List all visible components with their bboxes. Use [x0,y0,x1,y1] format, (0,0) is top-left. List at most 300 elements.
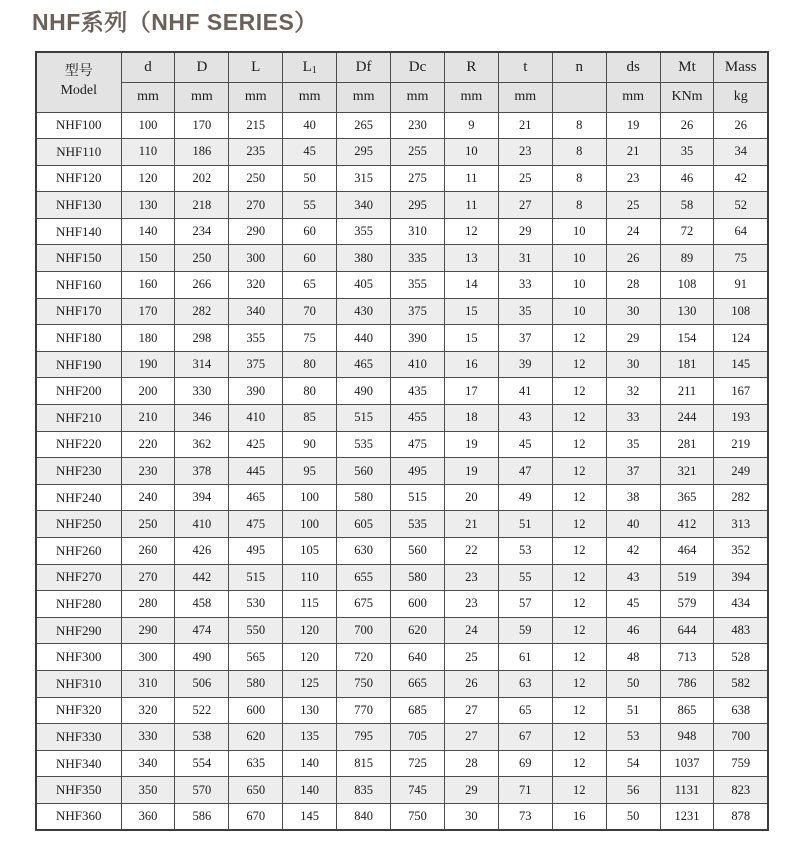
value-cell: 21 [606,139,660,166]
table-body [36,112,768,830]
value-cell: 725 [391,750,445,777]
unit-header-11: kg [714,82,768,112]
column-header-d: D [175,52,229,82]
value-cell: 665 [391,670,445,697]
value-cell: 130 [121,192,175,219]
value-cell: 570 [175,777,229,804]
value-cell: 60 [283,245,337,272]
value-cell: 586 [175,803,229,830]
model-cell: NHF120 [36,165,121,192]
value-cell: 193 [714,405,768,432]
value-cell: 29 [444,777,498,804]
value-cell: 10 [552,272,606,299]
value-cell: 515 [391,484,445,511]
value-cell: 28 [444,750,498,777]
value-cell: 550 [229,617,283,644]
value-cell: 80 [283,378,337,405]
value-cell: 26 [606,245,660,272]
value-cell: 32 [606,378,660,405]
value-cell: 130 [660,298,714,325]
value-cell: 26 [714,112,768,139]
column-header-df: Df [337,52,391,82]
value-cell: 464 [660,538,714,565]
value-cell: 390 [391,325,445,352]
value-cell: 16 [552,803,606,830]
value-cell: 266 [175,272,229,299]
value-cell: 12 [552,538,606,565]
value-cell: 8 [552,139,606,166]
value-cell: 1037 [660,750,714,777]
table-row [36,139,768,166]
model-cell: NHF330 [36,724,121,751]
value-cell: 375 [229,351,283,378]
value-cell: 120 [121,165,175,192]
value-cell: 23 [606,165,660,192]
value-cell: 786 [660,670,714,697]
value-cell: 506 [175,670,229,697]
table-row [36,272,768,299]
value-cell: 12 [552,378,606,405]
value-cell: 12 [552,431,606,458]
value-cell: 75 [283,325,337,352]
value-cell: 355 [229,325,283,352]
value-cell: 290 [121,617,175,644]
value-cell: 795 [337,724,391,751]
page-title: NHF系列（NHF SERIES） [32,9,318,35]
value-cell: 26 [660,112,714,139]
value-cell: 538 [175,724,229,751]
value-cell: 314 [175,351,229,378]
value-cell: 12 [552,325,606,352]
value-cell: 63 [498,670,552,697]
value-cell: 29 [498,218,552,245]
value-cell: 30 [606,298,660,325]
table-row [36,511,768,538]
value-cell: 70 [283,298,337,325]
value-cell: 10 [552,245,606,272]
value-cell: 405 [337,272,391,299]
value-cell: 219 [714,431,768,458]
value-cell: 210 [121,405,175,432]
model-cell: NHF250 [36,511,121,538]
table-row [36,351,768,378]
value-cell: 265 [337,112,391,139]
value-cell: 202 [175,165,229,192]
value-cell: 120 [283,644,337,671]
value-cell: 43 [606,564,660,591]
value-cell: 490 [175,644,229,671]
value-cell: 75 [714,245,768,272]
value-cell: 394 [714,564,768,591]
value-cell: 9 [444,112,498,139]
value-cell: 700 [714,724,768,751]
value-cell: 300 [121,644,175,671]
value-cell: 12 [552,458,606,485]
model-cell: NHF100 [36,112,121,139]
value-cell: 29 [606,325,660,352]
value-cell: 670 [229,803,283,830]
value-cell: 750 [337,670,391,697]
model-cell: NHF270 [36,564,121,591]
value-cell: 12 [552,777,606,804]
table-row [36,192,768,219]
value-cell: 23 [444,564,498,591]
value-cell: 1131 [660,777,714,804]
value-cell: 12 [552,351,606,378]
model-cell: NHF340 [36,750,121,777]
table-row [36,750,768,777]
unit-header-9: mm [606,82,660,112]
unit-header-8 [552,82,606,112]
table-row [36,724,768,751]
value-cell: 483 [714,617,768,644]
value-cell: 72 [660,218,714,245]
value-cell: 73 [498,803,552,830]
value-cell: 310 [391,218,445,245]
value-cell: 69 [498,750,552,777]
value-cell: 12 [552,591,606,618]
value-cell: 445 [229,458,283,485]
column-header-d: d [121,52,175,82]
value-cell: 234 [175,218,229,245]
value-cell: 465 [229,484,283,511]
value-cell: 35 [606,431,660,458]
value-cell: 27 [498,192,552,219]
value-cell: 170 [175,112,229,139]
value-cell: 124 [714,325,768,352]
value-cell: 295 [337,139,391,166]
value-cell: 560 [337,458,391,485]
value-cell: 365 [660,484,714,511]
value-cell: 80 [283,351,337,378]
unit-header-0: mm [121,82,175,112]
value-cell: 27 [444,697,498,724]
value-cell: 11 [444,165,498,192]
value-cell: 360 [121,803,175,830]
column-header-r: R [444,52,498,82]
value-cell: 11 [444,192,498,219]
value-cell: 426 [175,538,229,565]
value-cell: 12 [552,405,606,432]
value-cell: 46 [660,165,714,192]
value-cell: 759 [714,750,768,777]
value-cell: 519 [660,564,714,591]
value-cell: 25 [606,192,660,219]
value-cell: 21 [444,511,498,538]
value-cell: 315 [337,165,391,192]
value-cell: 300 [229,245,283,272]
value-cell: 313 [714,511,768,538]
value-cell: 394 [175,484,229,511]
model-cell: NHF130 [36,192,121,219]
value-cell: 410 [229,405,283,432]
model-cell: NHF190 [36,351,121,378]
model-cell: NHF210 [36,405,121,432]
value-cell: 12 [552,750,606,777]
value-cell: 50 [606,670,660,697]
value-cell: 25 [498,165,552,192]
value-cell: 620 [229,724,283,751]
value-cell: 200 [121,378,175,405]
value-cell: 41 [498,378,552,405]
model-cell: NHF290 [36,617,121,644]
value-cell: 412 [660,511,714,538]
value-cell: 375 [391,298,445,325]
value-cell: 89 [660,245,714,272]
value-cell: 67 [498,724,552,751]
value-cell: 713 [660,644,714,671]
value-cell: 51 [606,697,660,724]
value-cell: 28 [606,272,660,299]
value-cell: 215 [229,112,283,139]
column-header-n: n [552,52,606,82]
value-cell: 282 [175,298,229,325]
value-cell: 218 [175,192,229,219]
value-cell: 53 [606,724,660,751]
value-cell: 535 [337,431,391,458]
value-cell: 24 [606,218,660,245]
value-cell: 298 [175,325,229,352]
table-row [36,644,768,671]
model-cell: NHF220 [36,431,121,458]
value-cell: 35 [660,139,714,166]
value-cell: 815 [337,750,391,777]
value-cell: 565 [229,644,283,671]
model-cell: NHF240 [36,484,121,511]
value-cell: 120 [283,617,337,644]
value-cell: 65 [498,697,552,724]
value-cell: 705 [391,724,445,751]
value-cell: 495 [391,458,445,485]
unit-header-1: mm [175,82,229,112]
value-cell: 600 [229,697,283,724]
value-cell: 65 [283,272,337,299]
value-cell: 167 [714,378,768,405]
value-cell: 745 [391,777,445,804]
value-cell: 474 [175,617,229,644]
table-row [36,591,768,618]
value-cell: 605 [337,511,391,538]
value-cell: 230 [121,458,175,485]
value-cell: 15 [444,325,498,352]
value-cell: 275 [391,165,445,192]
value-cell: 515 [229,564,283,591]
value-cell: 310 [121,670,175,697]
value-cell: 475 [391,431,445,458]
value-cell: 53 [498,538,552,565]
table-row [36,697,768,724]
value-cell: 22 [444,538,498,565]
value-cell: 320 [229,272,283,299]
value-cell: 12 [552,564,606,591]
value-cell: 31 [498,245,552,272]
value-cell: 490 [337,378,391,405]
value-cell: 14 [444,272,498,299]
model-header-en: Model [60,83,98,99]
value-cell: 528 [714,644,768,671]
value-cell: 12 [552,644,606,671]
unit-header-5: mm [391,82,445,112]
value-cell: 560 [391,538,445,565]
value-cell: 340 [337,192,391,219]
value-cell: 240 [121,484,175,511]
value-cell: 255 [391,139,445,166]
value-cell: 43 [498,405,552,432]
value-cell: 295 [391,192,445,219]
value-cell: 140 [283,777,337,804]
value-cell: 650 [229,777,283,804]
value-cell: 12 [444,218,498,245]
value-cell: 18 [444,405,498,432]
model-cell: NHF350 [36,777,121,804]
value-cell: 12 [552,670,606,697]
value-cell: 91 [714,272,768,299]
value-cell: 61 [498,644,552,671]
value-cell: 108 [714,298,768,325]
column-header-l: L [229,52,283,82]
value-cell: 230 [391,112,445,139]
value-cell: 380 [337,245,391,272]
value-cell: 700 [337,617,391,644]
value-cell: 56 [606,777,660,804]
value-cell: 37 [498,325,552,352]
value-cell: 48 [606,644,660,671]
column-header-subscript: 1 [311,64,317,76]
value-cell: 37 [606,458,660,485]
value-cell: 57 [498,591,552,618]
value-cell: 10 [444,139,498,166]
value-cell: 100 [283,484,337,511]
value-cell: 580 [337,484,391,511]
value-cell: 250 [175,245,229,272]
value-cell: 110 [283,564,337,591]
value-cell: 105 [283,538,337,565]
value-cell: 55 [498,564,552,591]
value-cell: 554 [175,750,229,777]
table-row [36,538,768,565]
value-cell: 635 [229,750,283,777]
value-cell: 362 [175,431,229,458]
value-cell: 24 [444,617,498,644]
table-row [36,777,768,804]
value-cell: 15 [444,298,498,325]
table-row [36,803,768,830]
value-cell: 270 [121,564,175,591]
value-cell: 51 [498,511,552,538]
table-row [36,617,768,644]
value-cell: 250 [121,511,175,538]
table-row [36,218,768,245]
value-cell: 100 [283,511,337,538]
table-row [36,378,768,405]
value-cell: 282 [714,484,768,511]
value-cell: 535 [391,511,445,538]
value-cell: 582 [714,670,768,697]
value-cell: 34 [714,139,768,166]
value-cell: 135 [283,724,337,751]
value-cell: 140 [121,218,175,245]
value-cell: 442 [175,564,229,591]
value-cell: 12 [552,697,606,724]
value-cell: 12 [552,484,606,511]
value-cell: 475 [229,511,283,538]
table-row [36,458,768,485]
value-cell: 12 [552,511,606,538]
model-cell: NHF150 [36,245,121,272]
value-cell: 878 [714,803,768,830]
model-cell: NHF230 [36,458,121,485]
value-cell: 170 [121,298,175,325]
value-cell: 355 [391,272,445,299]
value-cell: 64 [714,218,768,245]
unit-header-2: mm [229,82,283,112]
value-cell: 355 [337,218,391,245]
value-cell: 13 [444,245,498,272]
table-row [36,564,768,591]
value-cell: 125 [283,670,337,697]
value-cell: 249 [714,458,768,485]
value-cell: 12 [552,617,606,644]
value-cell: 85 [283,405,337,432]
value-cell: 522 [175,697,229,724]
column-header-mt: Mt [660,52,714,82]
value-cell: 145 [283,803,337,830]
value-cell: 58 [660,192,714,219]
value-cell: 140 [283,750,337,777]
value-cell: 49 [498,484,552,511]
value-cell: 108 [660,272,714,299]
value-cell: 770 [337,697,391,724]
unit-header-4: mm [337,82,391,112]
value-cell: 948 [660,724,714,751]
value-cell: 21 [498,112,552,139]
value-cell: 390 [229,378,283,405]
value-cell: 35 [498,298,552,325]
value-cell: 675 [337,591,391,618]
model-cell: NHF140 [36,218,121,245]
unit-header-7: mm [498,82,552,112]
model-cell: NHF180 [36,325,121,352]
value-cell: 46 [606,617,660,644]
model-header-cn: 型号 [64,64,93,80]
value-cell: 30 [444,803,498,830]
value-cell: 47 [498,458,552,485]
value-cell: 220 [121,431,175,458]
value-cell: 26 [444,670,498,697]
value-cell: 150 [121,245,175,272]
value-cell: 50 [606,803,660,830]
value-cell: 321 [660,458,714,485]
value-cell: 33 [498,272,552,299]
table-row [36,325,768,352]
value-cell: 42 [714,165,768,192]
value-cell: 19 [606,112,660,139]
value-cell: 55 [283,192,337,219]
table-row [36,165,768,192]
value-cell: 244 [660,405,714,432]
value-cell: 458 [175,591,229,618]
value-cell: 71 [498,777,552,804]
value-cell: 655 [337,564,391,591]
value-cell: 186 [175,139,229,166]
value-cell: 580 [229,670,283,697]
value-cell: 352 [714,538,768,565]
value-cell: 211 [660,378,714,405]
column-header-dc: Dc [391,52,445,82]
model-column-header [36,52,121,112]
value-cell: 95 [283,458,337,485]
value-cell: 280 [121,591,175,618]
